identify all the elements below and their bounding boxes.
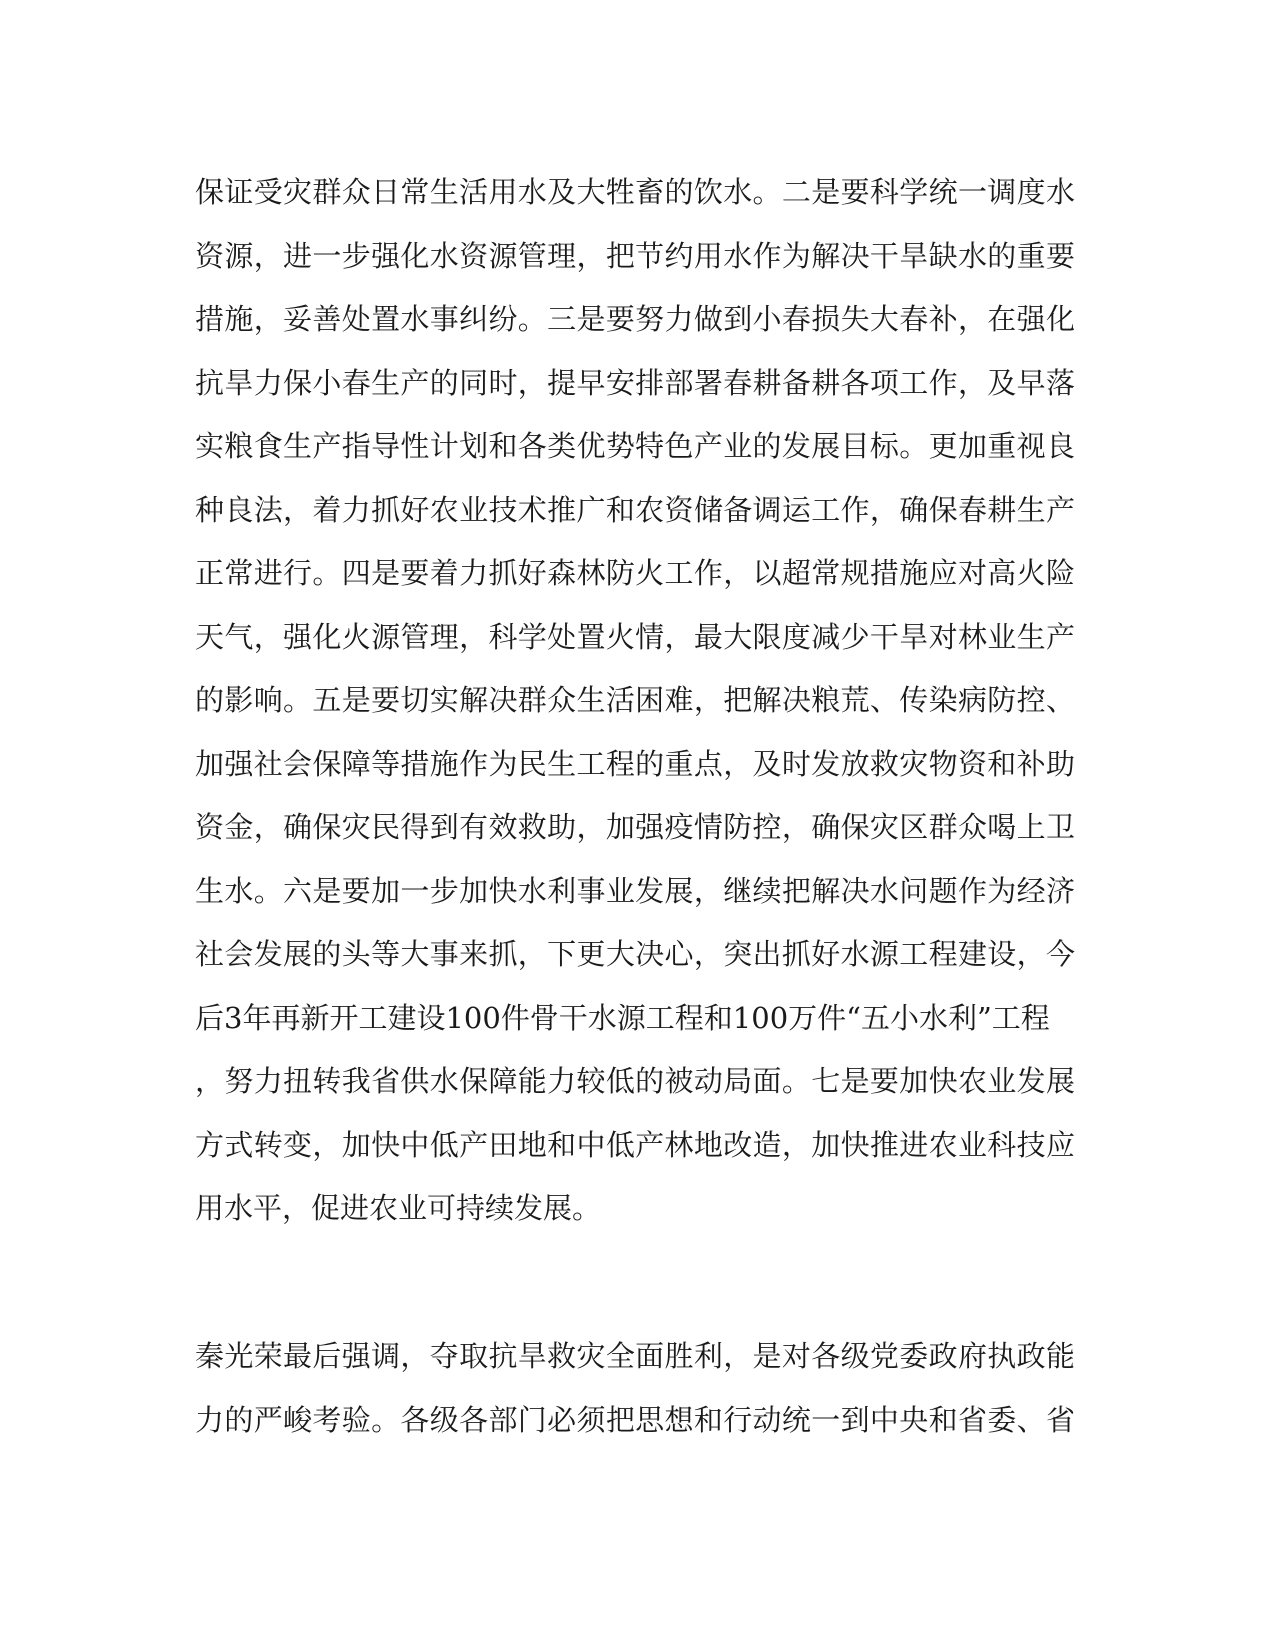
paragraph-conclusion xyxy=(195,1325,1075,1452)
text-line: 用水平，促进农业可持续发展。 xyxy=(195,1191,602,1225)
text-line: 保证受灾群众日常生活用水及大牲畜的饮水。二是要科学统一调度水 xyxy=(195,175,1075,209)
text-line: 后3年再新开工建设100件骨干水源工程和100万件“五小水利”工程 xyxy=(195,1000,1050,1035)
text-line: 资源，进一步强化水资源管理，把节约用水作为解决干旱缺水的重要 xyxy=(195,238,1075,273)
text-line: 实粮食生产指导性计划和各类优势特色产业的发展目标。更加重视良 xyxy=(195,429,1075,463)
text-line: 加强社会保障等措施作为民生工程的重点，及时发放救灾物资和补助 xyxy=(195,746,1075,781)
text-line: 种良法，着力抓好农业技术推广和农资储备调运工作，确保春耕生产 xyxy=(195,492,1075,527)
text-line: 措施，妥善处置水事纠纷。三是要努力做到小春损失大春补，在强化 xyxy=(195,302,1075,336)
text-line: 社会发展的头等大事来抓，下更大决心，突出抓好水源工程建设，今 xyxy=(195,937,1075,971)
text-line: 抗旱力保小春生产的同时，提早安排部署春耕备耕各项工作，及早落 xyxy=(195,365,1075,400)
text-line: ，努力扭转我省供水保障能力较低的被动局面。七是要加快农业发展 xyxy=(195,1064,1075,1098)
text-line: 的影响。五是要切实解决群众生活困难，把解决粮荒、传染病防控、 xyxy=(195,683,1075,717)
text-line: 天气，强化火源管理，科学处置火情，最大限度减少干旱对林业生产 xyxy=(195,619,1075,654)
text-line: 生水。六是要加一步加快水利事业发展，继续把解决水问题作为经济 xyxy=(195,873,1075,908)
text-line: 资金，确保灾民得到有效救助，加强疫情防控，确保灾区群众喝上卫 xyxy=(195,810,1075,844)
text-line: 秦光荣最后强调，夺取抗旱救灾全面胜利，是对各级党委政府执政能 xyxy=(195,1339,1075,1373)
text-line: 方式转变，加快中低产田地和中低产林地改造，加快推进农业科技应 xyxy=(195,1127,1075,1162)
text-line: 正常进行。四是要着力抓好森林防火工作，以超常规措施应对高火险 xyxy=(195,556,1075,590)
text-line: 力的严峻考验。各级各部门必须把思想和行动统一到中央和省委、省 xyxy=(195,1402,1075,1437)
paragraph-drought-measures xyxy=(195,161,1075,1241)
